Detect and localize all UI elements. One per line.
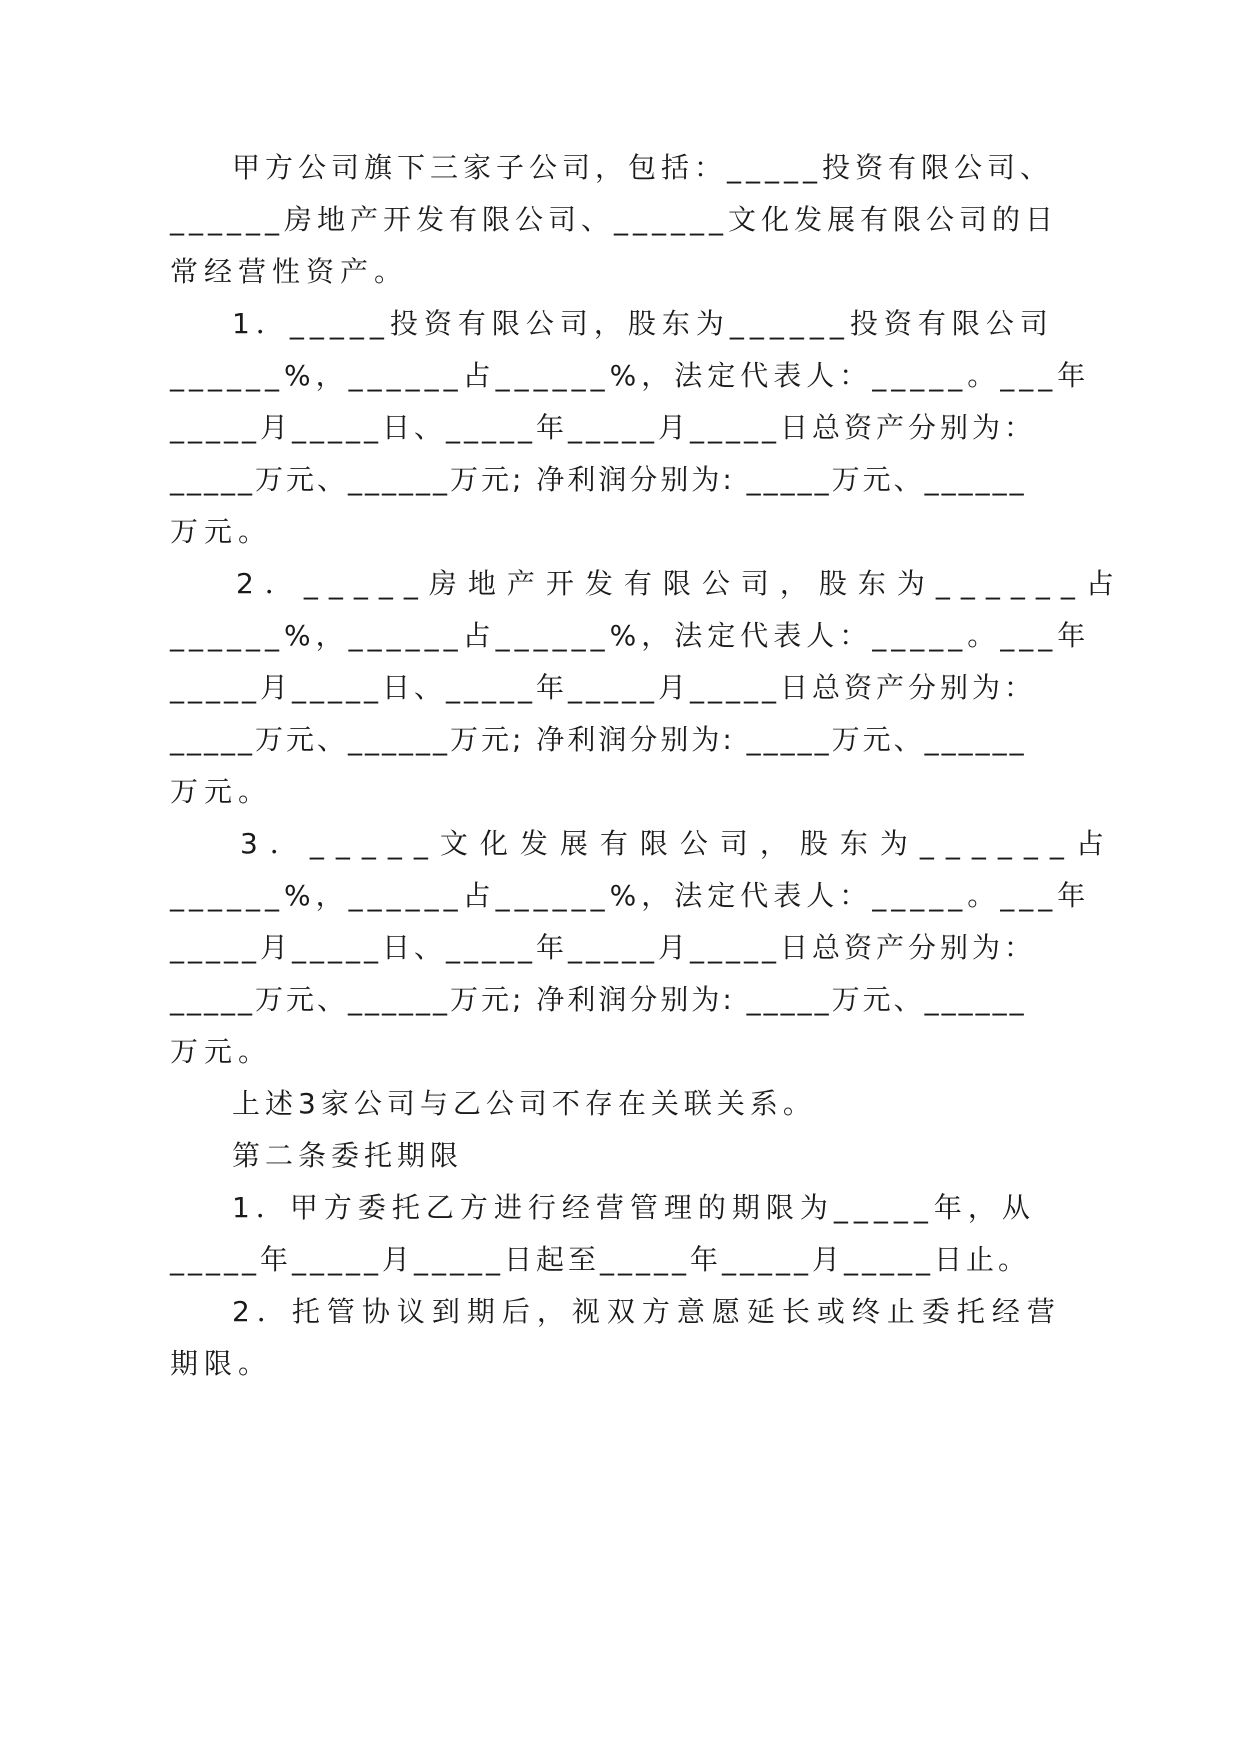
paragraph-line: _____月_____日、_____年_____月_____日总资产分别为：: [170, 671, 1037, 704]
paragraph-line: 1．_____投资有限公司，股东为______投资有限公司: [232, 307, 1054, 340]
paragraph-line: 万元。: [170, 775, 273, 808]
paragraph-line: 1．甲方委托乙方进行经营管理的期限为_____年，从: [232, 1191, 1036, 1224]
paragraph-line: 期限。: [170, 1347, 273, 1380]
paragraph-line: 2．托管协议到期后，视双方意愿延长或终止委托经营: [232, 1295, 1062, 1328]
paragraph-line: _____年_____月_____日起至_____年_____月_____日止。: [170, 1243, 1031, 1276]
paragraph-line: 常经营性资产。: [170, 255, 409, 288]
paragraph-line: ______%，______占______%，法定代表人：_____。___年: [170, 619, 1091, 652]
paragraph-line: 上述3家公司与乙公司不存在关联关系。: [232, 1087, 816, 1120]
paragraph-line: _____万元、______万元; 净利润分别为: _____万元、______: [170, 723, 1027, 756]
paragraph-line: 甲方公司旗下三家子公司，包括：_____投资有限公司、: [232, 151, 1054, 184]
paragraph-line: 3．_____文化发展有限公司，股东为______占: [240, 827, 1116, 860]
paragraph-line: _____月_____日、_____年_____月_____日总资产分别为：: [170, 411, 1037, 444]
paragraph-line: _____万元、______万元; 净利润分别为: _____万元、______: [170, 983, 1027, 1016]
paragraph-line: ______%，______占______%，法定代表人：_____。___年: [170, 359, 1091, 392]
section-heading: 第二条委托期限: [232, 1139, 464, 1172]
paragraph-line: 万元。: [170, 1035, 273, 1068]
paragraph-line: _____万元、______万元; 净利润分别为: _____万元、______: [170, 463, 1027, 496]
paragraph-line: 万元。: [170, 515, 273, 548]
paragraph-line: 2．_____房地产开发有限公司，股东为______占: [236, 567, 1125, 600]
paragraph-line: ______%，______占______%，法定代表人：_____。___年: [170, 879, 1091, 912]
paragraph-line: _____月_____日、_____年_____月_____日总资产分别为：: [170, 931, 1037, 964]
paragraph-line: ______房地产开发有限公司、______文化发展有限公司的日: [170, 203, 1059, 236]
